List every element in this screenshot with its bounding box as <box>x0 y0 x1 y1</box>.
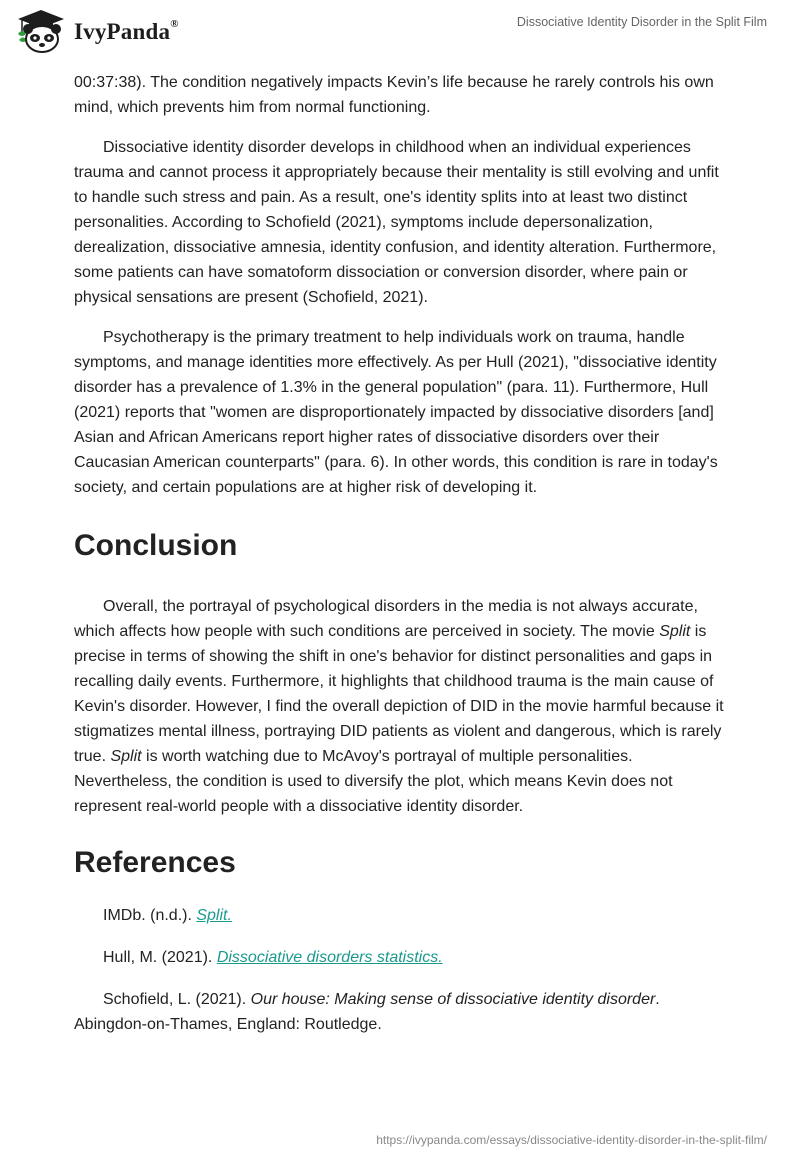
document-title: Dissociative Identity Disorder in the Split Film <box>516 15 767 29</box>
panda-graduate-icon <box>14 8 68 54</box>
source-url[interactable]: https://ivypanda.com/essays/dissociative-identity-disorder-in-the-split-film/ <box>376 1133 767 1147</box>
reference-hull: Hull, M. (2021). Dissociative disorders statistics. <box>103 949 443 966</box>
logo-text: IvyPanda® <box>74 18 179 44</box>
reference-link-split[interactable]: Split. <box>196 907 232 924</box>
body-paragraph-1: 00:37:38). The condition negatively impacts Kevin’s life because he rarely controls his own mind, which prevents him from normal functioning. <box>74 74 714 116</box>
reference-link-hull[interactable]: Dissociative disorders statistics. <box>216 949 443 966</box>
conclusion-heading: Conclusion <box>74 529 238 562</box>
body-paragraph-3: Psychotherapy is the primary treatment to help individuals work on trauma, handle symptoms, and manage identities more effectively. As per Hull (2021), "dissociative identity disorder has a prevalence of 1.3% in the general population" (para. 11). Furthermore, Hull (2021) reports that "women are disproportionately impacted by dissociative disorders [and] Asian and African Americans report higher rates of dissociative disorders over their Caucasian American counterparts" (para. 6). In other words, this condition is rare in today's society, and certain populations are at higher risk of developing it. <box>74 329 718 496</box>
ivypanda-logo[interactable] <box>14 8 179 54</box>
conclusion-paragraph: Overall, the portrayal of psychological disorders in the media is not always accurate, which affects how people with such conditions are perceived in society. The movie Split is precise in terms of showing the shift in one's behavior for distinct personalities and gaps in recalling daily events. Furthermore, it highlights that childhood trauma is the main cause of Kevin's disorder. However, I find the overall depiction of DID in the movie harmful because it stigmatizes mental illness, portraying DID patients as violent and dangerous, which is rarely true. Split is worth watching due to McAvoy's portrayal of multiple personalities. Nevertheless, the condition is used to diversify the plot, which means Kevin does not represent real-world people with a dissociative identity disorder. <box>74 598 724 815</box>
essay-content <box>74 70 734 1054</box>
references-heading: References <box>74 846 236 879</box>
film-title: Split <box>110 748 142 765</box>
body-paragraph-2: Dissociative identity disorder develops in childhood when an individual experiences trauma and cannot process it appropriately because their mentality is still evolving and unfit to handle such stress and pain. As a result, one's identity splits into at least two distinct personalities. According to Schofield (2021), symptoms include depersonalization, derealization, dissociative amnesia, identity confusion, and identity alteration. Furthermore, some patients can have somatoform dissociation or conversion disorder, where pain or physical sensations are present (Schofield, 2021). <box>74 139 719 306</box>
book-title: Our house: Making sense of dissociative identity disorder <box>250 991 656 1008</box>
page-header <box>0 0 800 66</box>
reference-imdb: IMDb. (n.d.). Split. <box>103 907 232 924</box>
film-title: Split <box>659 623 691 640</box>
reference-schofield: Schofield, L. (2021). Our house: Making sense of dissociative identity disorder. Abingdon-on-Thames, England: Routledge. <box>74 991 660 1033</box>
